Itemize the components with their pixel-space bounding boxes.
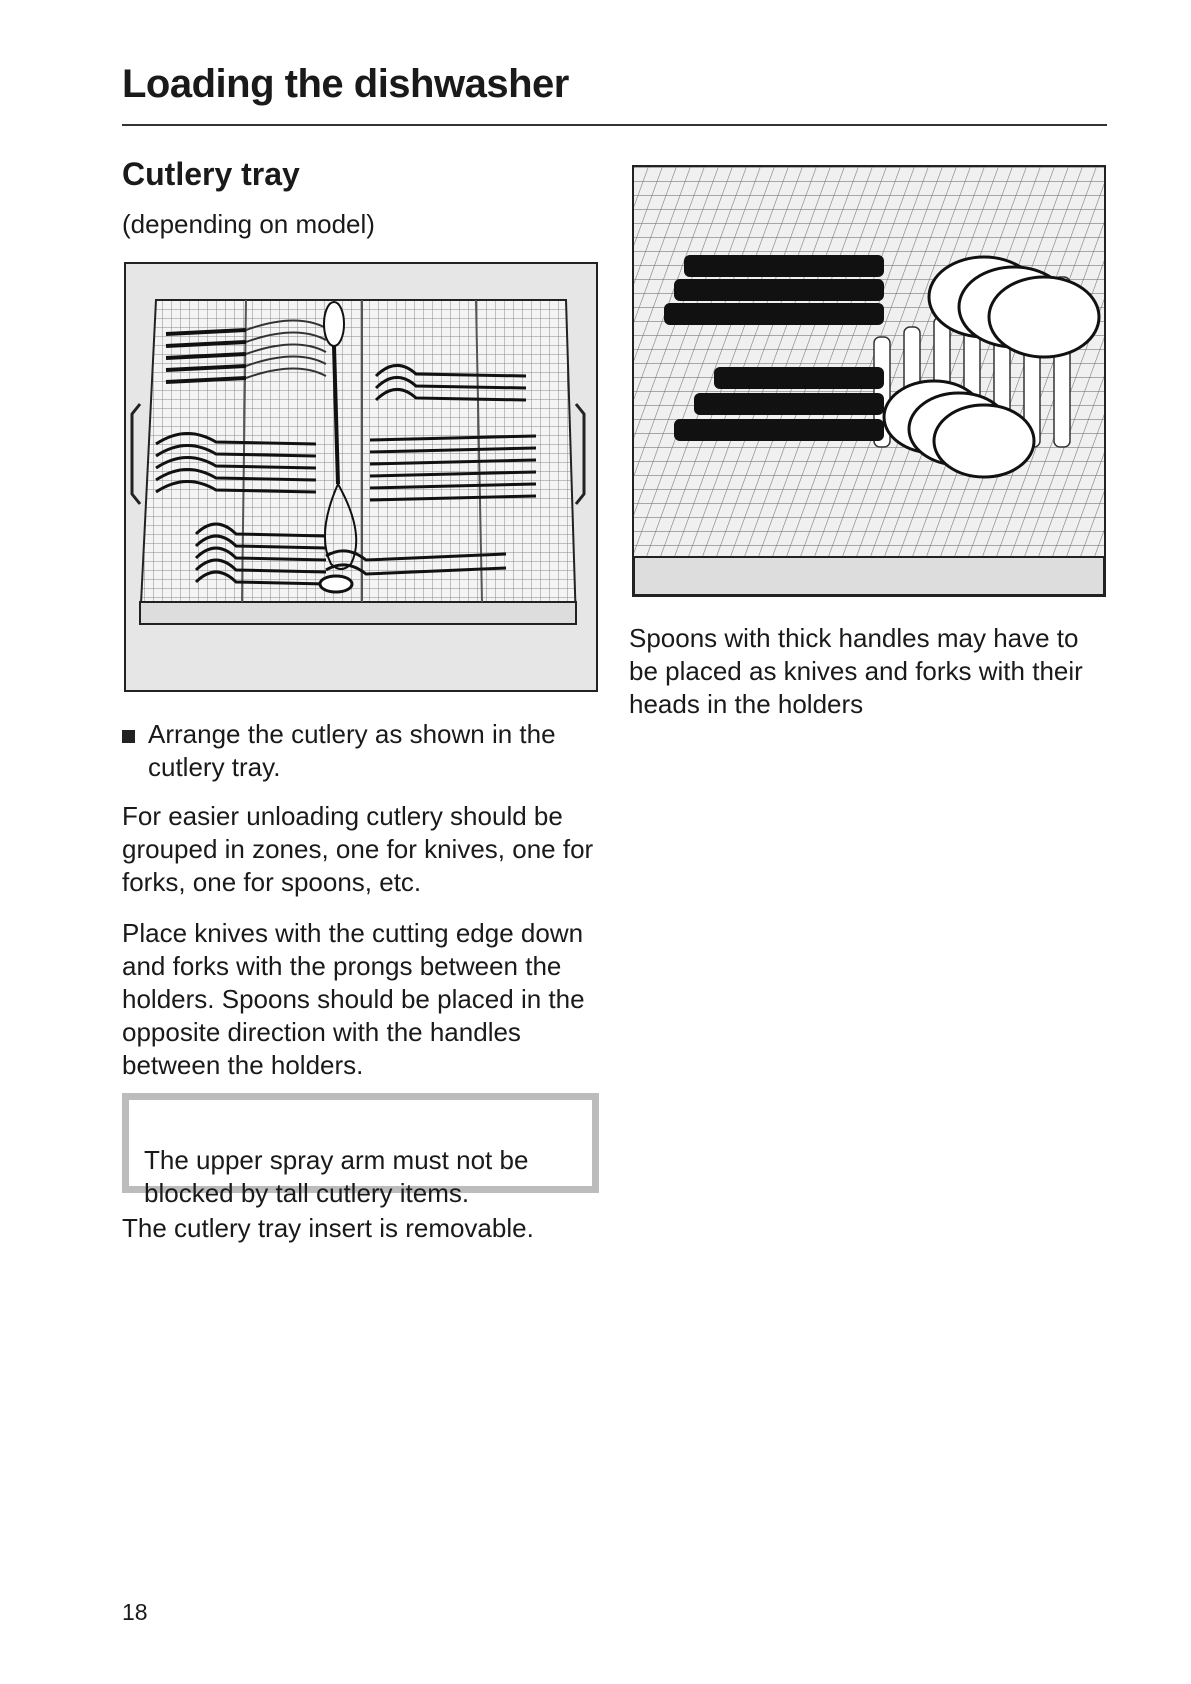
section-heading: Cutlery tray [122,156,300,192]
cutlery-tray-illustration-icon [126,264,596,690]
page-number: 18 [122,1599,148,1625]
square-bullet-icon [122,730,135,743]
figure-caption: Spoons with thick handles may have to be placed as knives and forks with their heads in the holders [629,623,1083,719]
section-subheading: (depending on model) [122,209,375,239]
placement-paragraph: Place knives with the cutting edge down and forks with the prongs between the holders. Spoons should be placed in the opposite direction with the handles between the holders. [122,918,585,1080]
removable-paragraph: The cutlery tray insert is removable. [122,1213,534,1243]
page-title: Loading the dishwasher [122,62,569,106]
cutlery-tray-figure [124,262,598,692]
thick-spoons-figure [632,165,1106,597]
thick-handle-spoons-illustration-icon [634,167,1104,595]
note-box [122,1093,599,1208]
zones-paragraph: For easier unloading cutlery should be grouped in zones, one for knives, one for forks, one for spoons, etc. [122,801,594,897]
note-text: The upper spray arm must not be blocked by tall cutlery items. [144,1145,529,1208]
bullet-text: Arrange the cutlery as shown in the cutlery tray. [148,719,556,782]
title-divider [122,124,1107,126]
